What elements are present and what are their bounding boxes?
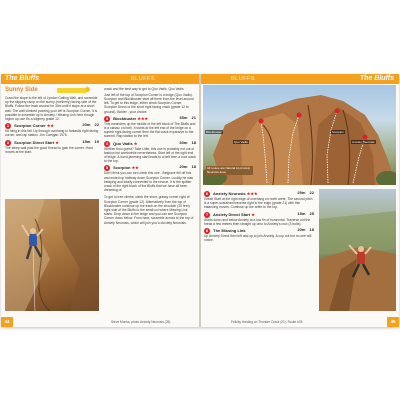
- route-description: Up Anxiety Direct then left and up to join Anxiety. A cop out but no one will notice.: [204, 234, 312, 243]
- right-page-title: The Bluffs: [359, 75, 394, 82]
- page-gutter: [199, 74, 201, 327]
- route-stars: ★★: [46, 123, 54, 129]
- route-name: Scorpion Corner: [14, 123, 46, 129]
- route-length: 15m: [82, 138, 91, 144]
- route-number-badge: 8: [205, 228, 209, 234]
- topo-label: Scorpion: [332, 130, 344, 134]
- guidebook-spread: [1, 74, 399, 327]
- topo-label: Blockbuster: [206, 130, 222, 134]
- route-grade: 18: [191, 164, 196, 170]
- route-number-badge: 4: [105, 140, 109, 146]
- left-section-tag: BLUFFS: [131, 76, 156, 82]
- route-stars: ★★★: [246, 191, 258, 197]
- route-name: Scorpion: [113, 165, 131, 171]
- route-grade: 21: [191, 114, 196, 120]
- climber-photo-left: [5, 199, 99, 311]
- route-grade: 25: [309, 210, 314, 216]
- route-number-badge: 5: [105, 165, 109, 171]
- route-description: No sling in this fall. Up through overhang to fantastic right facing corner, and rap station. Jim Carrigan 1976.: [5, 129, 99, 138]
- route-description: Starts down and below Anxiety at a low fin of horizontal. Traverse out the break a few metres then straight up onto to Anxiety's crux (3 bolts).: [204, 217, 311, 226]
- sunny-side-label: Sunny Side: [5, 87, 38, 93]
- left-page-title: The Bluffs: [5, 75, 40, 82]
- route-length: 20m: [297, 227, 306, 233]
- route-grade: 22: [309, 190, 314, 195]
- climber-photo-right: [319, 189, 396, 311]
- col2-intro-text: Just left of the top of Scorpion Corner is a ledge (Quo Vadis). Scorpion and Blockbuster start off there from the level around left. To get to this ledge, either climb Scorpion Corner, Scorpion Direct or the short right facing crack (grade 12 to ground). Bolder - your choice.: [104, 92, 194, 114]
- route-number-badge: 1: [6, 123, 10, 129]
- route-name: Quo Vadis: [113, 140, 133, 146]
- left-column-1: [5, 96, 99, 156]
- col2-bottom-text: To get to tree climbs, climb the short, grassy corner right of Scorpion Corner (grade 12). Alternatively from the top of Blockbuster continue up the track on the shoulder (30 feet) right side of the Bluffs to the small col where Missing Link starts. Drop down to the ledge and you can see Scorpion Corner down below. From here, scramble across to the top of Anxiety Neurosis, which will join you to Anxiety Neurosis.: [104, 195, 194, 225]
- route-length: 15m: [297, 210, 306, 216]
- route-description: The steep wall past the good thread to gain the corner. Hard moves at the start.: [5, 145, 93, 154]
- route-name: Scorpion Direct Start: [14, 139, 55, 145]
- left-page-number: 44: [1, 317, 13, 327]
- topo-label: Quo Vadis: [234, 140, 248, 144]
- route-length: 20m: [82, 122, 91, 128]
- topo-label: Anxiety Neurosis: [352, 140, 375, 144]
- intro-text: Crawl the slope to the left of Lyndon Catling Wall, and scramble up the slippery ramp on the sunny (northerly) facing side of the Bluffs. Follow the track around for 30m until it stops at a short wall. The wall climbed pointing your left is Scorpion Corner. It is possible to scramble up to Anxiety / Missing Link here though higher up use it's a slippery grade 12.: [5, 96, 98, 122]
- route-name: Blockbuster: [113, 115, 137, 121]
- route-name: Anxiety Direct Start: [212, 211, 251, 217]
- route-stars: ★★★: [137, 115, 149, 121]
- route-description: This meanders up the middle of the left block of The Bluffs and is a classic on both. It starts at the left end of the ledge on a superb right-facing corner then the flat crack expansive to the summit. Rap station to the left.: [104, 121, 196, 139]
- route-number-badge: 2: [6, 139, 10, 145]
- route-description: Whither thou goest? Take Little, this one is probably not out of fashion but worthwhile nevertheless. Start left of the right end of ledge. A hand-jamming start leads to a belt then a cool crack to the top.: [104, 146, 196, 164]
- route-grade: 18: [191, 139, 196, 145]
- route-description: Great! Start at the right edge of overhang on north arete. The second pitch is a super-sustained traverse right to the edge (grade 21) with thin balancing moves. Continue up the arête to the top.: [204, 197, 313, 210]
- right-page-footer: Felicity Harding on Thunder Crack (21), Route #39.: [231, 320, 304, 324]
- sun-icon: [83, 86, 92, 93]
- route-grade: 18: [309, 227, 314, 233]
- left-page-footer: Steve Monks, photo Anxiety Neurosis (25).: [111, 320, 172, 324]
- right-section-tag: BLUFFS: [231, 76, 256, 82]
- route-name: The Missing Link: [213, 228, 246, 234]
- route-number-badge: 3: [105, 115, 109, 121]
- col2-top-text: crack and the best way to get to Quo Vadis. Quo Vadis: [104, 87, 184, 91]
- route-number-badge: 7: [205, 211, 209, 217]
- left-column-2: [104, 87, 196, 226]
- route-stars: ★: [251, 211, 255, 217]
- route-stars: ★: [133, 140, 138, 146]
- route-length: 30m: [179, 139, 188, 145]
- route-name: Anxiety Neurosis: [212, 191, 246, 197]
- route-length: 35m: [179, 114, 188, 120]
- right-page-number: 45: [387, 317, 399, 327]
- route-length: 20m: [179, 164, 188, 170]
- route-grade: 22: [94, 122, 99, 128]
- route-grade: 19: [94, 138, 99, 144]
- topo-caption: All routes are Natural Ap Anxiety Neurosis area: [206, 166, 253, 175]
- right-column: [204, 189, 314, 244]
- route-length: 25m: [297, 190, 306, 195]
- route-stars: ★★: [131, 165, 139, 171]
- route-stars: ★: [55, 139, 59, 145]
- route-description: Don't think you can turn climb this one - Belgrave fell off this and ended up halfway down Scorpion Corner. Luckily he was belaying and totally connected to the rescue. It is the splitter crack of the right block of the Bluffs that we have all been dreaming of.: [104, 171, 194, 193]
- route-number-badge: 6: [205, 191, 209, 196]
